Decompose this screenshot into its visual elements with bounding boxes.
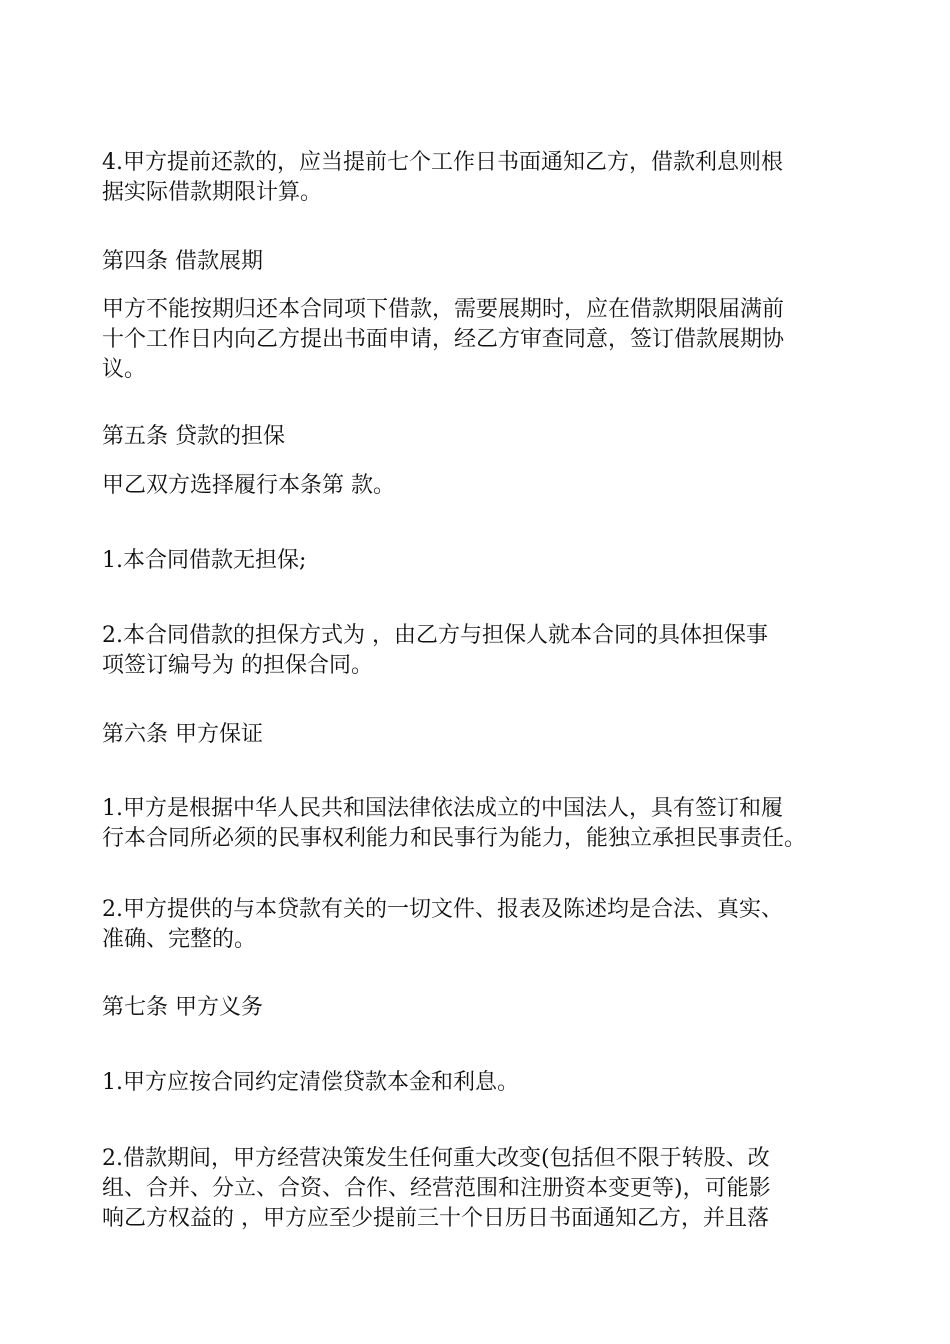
text-line: 议。 [102, 357, 147, 382]
clause-item-4 [102, 148, 862, 208]
list-item [102, 621, 862, 681]
article-heading: 第七条 甲方义务 [102, 995, 263, 1020]
text-line: 2.甲方提供的与本贷款有关的一切文件、报表及陈述均是合法、真实、 [102, 897, 783, 922]
text-line: 甲方不能按期归还本合同项下借款，需要展期时，应在借款期限届满前 [102, 297, 785, 322]
text-line: 4.甲方提前还款的，应当提前七个工作日书面通知乙方，借款利息则根 [102, 150, 783, 175]
article-heading: 第四条 借款展期 [102, 249, 263, 274]
list-item: 1.甲方应按合同约定清偿贷款本金和利息。 [102, 1070, 519, 1095]
text-line: 十个工作日内向乙方提出书面申请，经乙方审查同意，签订借款展期协 [102, 327, 785, 352]
list-item [102, 895, 862, 955]
text-line: 行本合同所必须的民事权利能力和民事行为能力，能独立承担民事责任。 [102, 826, 807, 851]
text-line: 2.借款期间，甲方经营决策发生任何重大改变(包括但不限于转股、改 [102, 1146, 770, 1171]
text-line: 据实际借款期限计算。 [102, 180, 323, 205]
text-line: 准确、完整的。 [102, 927, 257, 952]
article-heading: 第五条 贷款的担保 [102, 424, 285, 449]
list-item: 1.本合同借款无担保; [102, 548, 307, 573]
text-line: 组、合并、分立、合资、合作、经营范围和注册资本变更等)，可能影 [102, 1176, 771, 1201]
text-line: 响乙方权益的 ，甲方应至少提前三十个日历日书面通知乙方，并且落 [102, 1206, 769, 1231]
list-item [102, 1144, 862, 1234]
text-line: 2.本合同借款的担保方式为 ，由乙方与担保人就本合同的具体担保事 [102, 623, 768, 648]
list-item [102, 794, 862, 854]
article-paragraph [102, 295, 862, 385]
text-line: 项签订编号为 的担保合同。 [102, 653, 373, 678]
article-heading: 第六条 甲方保证 [102, 722, 263, 747]
text-line: 1.甲方是根据中华人民共和国法律依法成立的中国法人，具有签订和履 [102, 796, 783, 821]
article-paragraph: 甲乙双方选择履行本条第 款。 [102, 473, 395, 498]
